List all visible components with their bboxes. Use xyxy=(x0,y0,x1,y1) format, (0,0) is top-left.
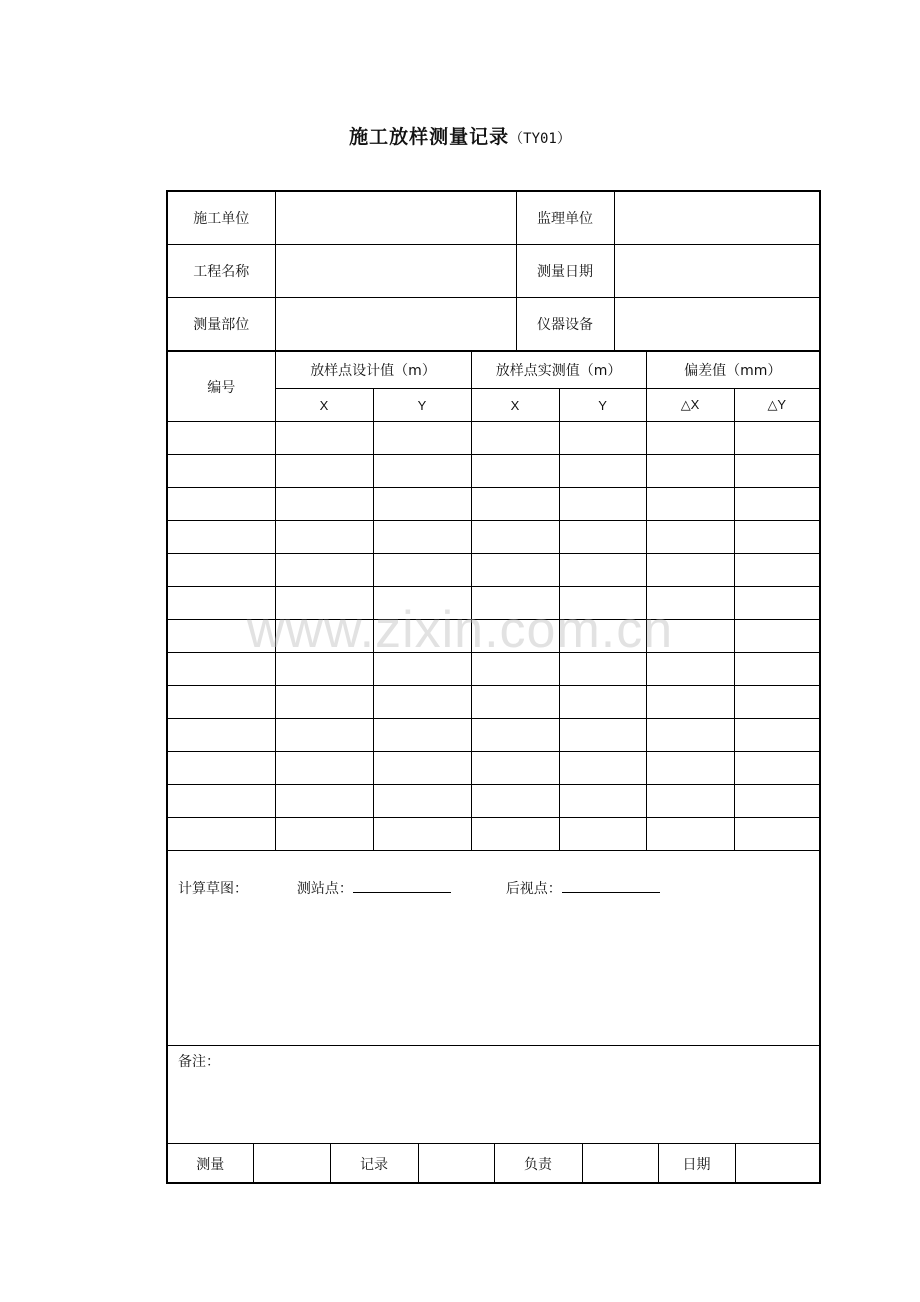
table-cell[interactable] xyxy=(734,752,819,785)
supervision-unit-field[interactable] xyxy=(614,192,819,245)
table-cell[interactable] xyxy=(168,521,275,554)
table-row xyxy=(168,752,819,785)
responsible-field[interactable] xyxy=(582,1144,658,1183)
table-cell[interactable] xyxy=(734,587,819,620)
table-cell[interactable] xyxy=(559,785,646,818)
table-cell[interactable] xyxy=(471,818,559,851)
survey-date-label: 测量日期 xyxy=(516,245,614,298)
table-cell[interactable] xyxy=(646,620,734,653)
table-cell[interactable] xyxy=(275,554,373,587)
table-cell[interactable] xyxy=(373,653,471,686)
instrument-field[interactable] xyxy=(614,298,819,351)
table-cell[interactable] xyxy=(168,488,275,521)
table-cell[interactable] xyxy=(275,686,373,719)
table-cell[interactable] xyxy=(734,554,819,587)
table-cell[interactable] xyxy=(471,653,559,686)
table-cell[interactable] xyxy=(373,521,471,554)
table-cell[interactable] xyxy=(646,818,734,851)
construction-unit-label: 施工单位 xyxy=(168,192,275,245)
record-label: 记录 xyxy=(330,1144,418,1183)
table-cell[interactable] xyxy=(168,587,275,620)
table-cell[interactable] xyxy=(168,653,275,686)
table-cell[interactable] xyxy=(646,686,734,719)
table-cell[interactable] xyxy=(168,554,275,587)
table-cell[interactable] xyxy=(734,488,819,521)
table-cell[interactable] xyxy=(471,554,559,587)
table-cell[interactable] xyxy=(275,521,373,554)
table-cell[interactable] xyxy=(373,818,471,851)
table-cell[interactable] xyxy=(646,488,734,521)
table-cell[interactable] xyxy=(559,488,646,521)
table-cell[interactable] xyxy=(471,686,559,719)
design-value-header: 放样点设计值（m） xyxy=(275,352,471,389)
measured-value-header: 放样点实测值（m） xyxy=(471,352,646,389)
calculation-sketch-section xyxy=(168,850,819,1046)
survey-part-field[interactable] xyxy=(275,298,516,351)
table-cell[interactable] xyxy=(275,785,373,818)
deviation-header: 偏差值（mm） xyxy=(646,352,819,389)
table-cell[interactable] xyxy=(168,785,275,818)
record-form xyxy=(166,190,821,1184)
table-cell[interactable] xyxy=(559,455,646,488)
table-cell[interactable] xyxy=(275,587,373,620)
table-cell[interactable] xyxy=(559,653,646,686)
table-cell[interactable] xyxy=(275,620,373,653)
table-cell[interactable] xyxy=(275,488,373,521)
table-cell[interactable] xyxy=(471,488,559,521)
deviation-y-header: △Y xyxy=(734,389,819,422)
table-cell[interactable] xyxy=(373,719,471,752)
table-row xyxy=(168,686,819,719)
construction-unit-field[interactable] xyxy=(275,192,516,245)
table-cell[interactable] xyxy=(559,521,646,554)
survey-grid xyxy=(168,351,819,851)
table-cell[interactable] xyxy=(559,587,646,620)
table-cell[interactable] xyxy=(471,620,559,653)
table-cell[interactable] xyxy=(559,818,646,851)
table-cell[interactable] xyxy=(373,488,471,521)
number-header: 编号 xyxy=(168,352,275,422)
table-cell[interactable] xyxy=(168,818,275,851)
table-row xyxy=(168,521,819,554)
table-cell[interactable] xyxy=(373,455,471,488)
project-name-label: 工程名称 xyxy=(168,245,275,298)
table-cell[interactable] xyxy=(646,785,734,818)
table-row xyxy=(168,554,819,587)
backsight-label: 后视点： xyxy=(505,881,562,897)
date-label: 日期 xyxy=(658,1144,735,1183)
table-cell[interactable] xyxy=(734,785,819,818)
table-cell[interactable] xyxy=(373,422,471,455)
table-cell[interactable] xyxy=(559,422,646,455)
title-main: 施工放样测量记录 xyxy=(349,126,510,148)
remarks-label: 备注： xyxy=(178,1054,220,1070)
table-cell[interactable] xyxy=(646,719,734,752)
table-cell[interactable] xyxy=(168,752,275,785)
table-cell[interactable] xyxy=(559,686,646,719)
table-cell[interactable] xyxy=(734,455,819,488)
grid-body xyxy=(168,422,819,851)
table-cell[interactable] xyxy=(734,686,819,719)
table-cell[interactable] xyxy=(275,752,373,785)
table-cell[interactable] xyxy=(734,818,819,851)
table-cell[interactable] xyxy=(734,653,819,686)
measure-field[interactable] xyxy=(253,1144,330,1183)
table-cell[interactable] xyxy=(275,719,373,752)
supervision-unit-label: 监理单位 xyxy=(516,192,614,245)
survey-date-field[interactable] xyxy=(614,245,819,298)
table-cell[interactable] xyxy=(275,455,373,488)
station-label: 测站点： xyxy=(296,881,353,897)
table-cell[interactable] xyxy=(275,422,373,455)
measured-x-header: X xyxy=(471,389,559,422)
table-row xyxy=(168,455,819,488)
backsight-blank[interactable] xyxy=(562,878,660,893)
design-y-header: Y xyxy=(373,389,471,422)
deviation-x-header: △X xyxy=(646,389,734,422)
table-cell[interactable] xyxy=(168,620,275,653)
station-blank[interactable] xyxy=(353,878,451,893)
title-code: （TY01） xyxy=(509,131,571,147)
design-x-header: X xyxy=(275,389,373,422)
table-cell[interactable] xyxy=(734,521,819,554)
table-cell[interactable] xyxy=(471,587,559,620)
table-cell[interactable] xyxy=(734,719,819,752)
table-cell[interactable] xyxy=(275,818,373,851)
table-cell[interactable] xyxy=(559,554,646,587)
table-cell[interactable] xyxy=(646,554,734,587)
table-row xyxy=(168,620,819,653)
table-cell[interactable] xyxy=(373,554,471,587)
table-cell[interactable] xyxy=(559,620,646,653)
table-row xyxy=(168,653,819,686)
table-cell[interactable] xyxy=(373,587,471,620)
table-cell[interactable] xyxy=(559,752,646,785)
table-cell[interactable] xyxy=(734,422,819,455)
table-cell[interactable] xyxy=(168,686,275,719)
table-cell[interactable] xyxy=(168,422,275,455)
responsible-label: 负责 xyxy=(494,1144,582,1183)
table-cell[interactable] xyxy=(373,686,471,719)
page-title xyxy=(0,122,920,149)
table-cell[interactable] xyxy=(373,752,471,785)
table-cell[interactable] xyxy=(646,587,734,620)
survey-part-label: 测量部位 xyxy=(168,298,275,351)
table-cell[interactable] xyxy=(471,521,559,554)
table-cell[interactable] xyxy=(471,455,559,488)
instrument-label: 仪器设备 xyxy=(516,298,614,351)
table-cell[interactable] xyxy=(168,455,275,488)
table-row xyxy=(168,488,819,521)
remarks-section[interactable] xyxy=(168,1046,819,1144)
measured-y-header: Y xyxy=(559,389,646,422)
measure-label: 测量 xyxy=(168,1144,253,1183)
table-cell[interactable] xyxy=(646,422,734,455)
watermark: www.zixin.com.cn xyxy=(246,601,674,659)
table-cell[interactable] xyxy=(646,653,734,686)
sketch-line xyxy=(178,878,660,898)
table-cell[interactable] xyxy=(168,719,275,752)
table-cell[interactable] xyxy=(471,719,559,752)
date-field[interactable] xyxy=(735,1144,819,1183)
table-cell[interactable] xyxy=(471,752,559,785)
project-name-field[interactable] xyxy=(275,245,516,298)
table-row xyxy=(168,719,819,752)
table-cell[interactable] xyxy=(373,620,471,653)
table-row xyxy=(168,818,819,851)
table-row xyxy=(168,422,819,455)
table-cell[interactable] xyxy=(646,521,734,554)
table-cell[interactable] xyxy=(471,422,559,455)
table-cell[interactable] xyxy=(646,455,734,488)
signature-table xyxy=(168,1144,819,1183)
table-cell[interactable] xyxy=(471,785,559,818)
table-cell[interactable] xyxy=(646,752,734,785)
table-cell[interactable] xyxy=(275,653,373,686)
table-row xyxy=(168,785,819,818)
sketch-label: 计算草图： xyxy=(178,881,248,897)
table-cell[interactable] xyxy=(559,719,646,752)
record-field[interactable] xyxy=(418,1144,494,1183)
table-cell[interactable] xyxy=(734,620,819,653)
table-row xyxy=(168,587,819,620)
info-table xyxy=(168,192,819,351)
table-cell[interactable] xyxy=(373,785,471,818)
